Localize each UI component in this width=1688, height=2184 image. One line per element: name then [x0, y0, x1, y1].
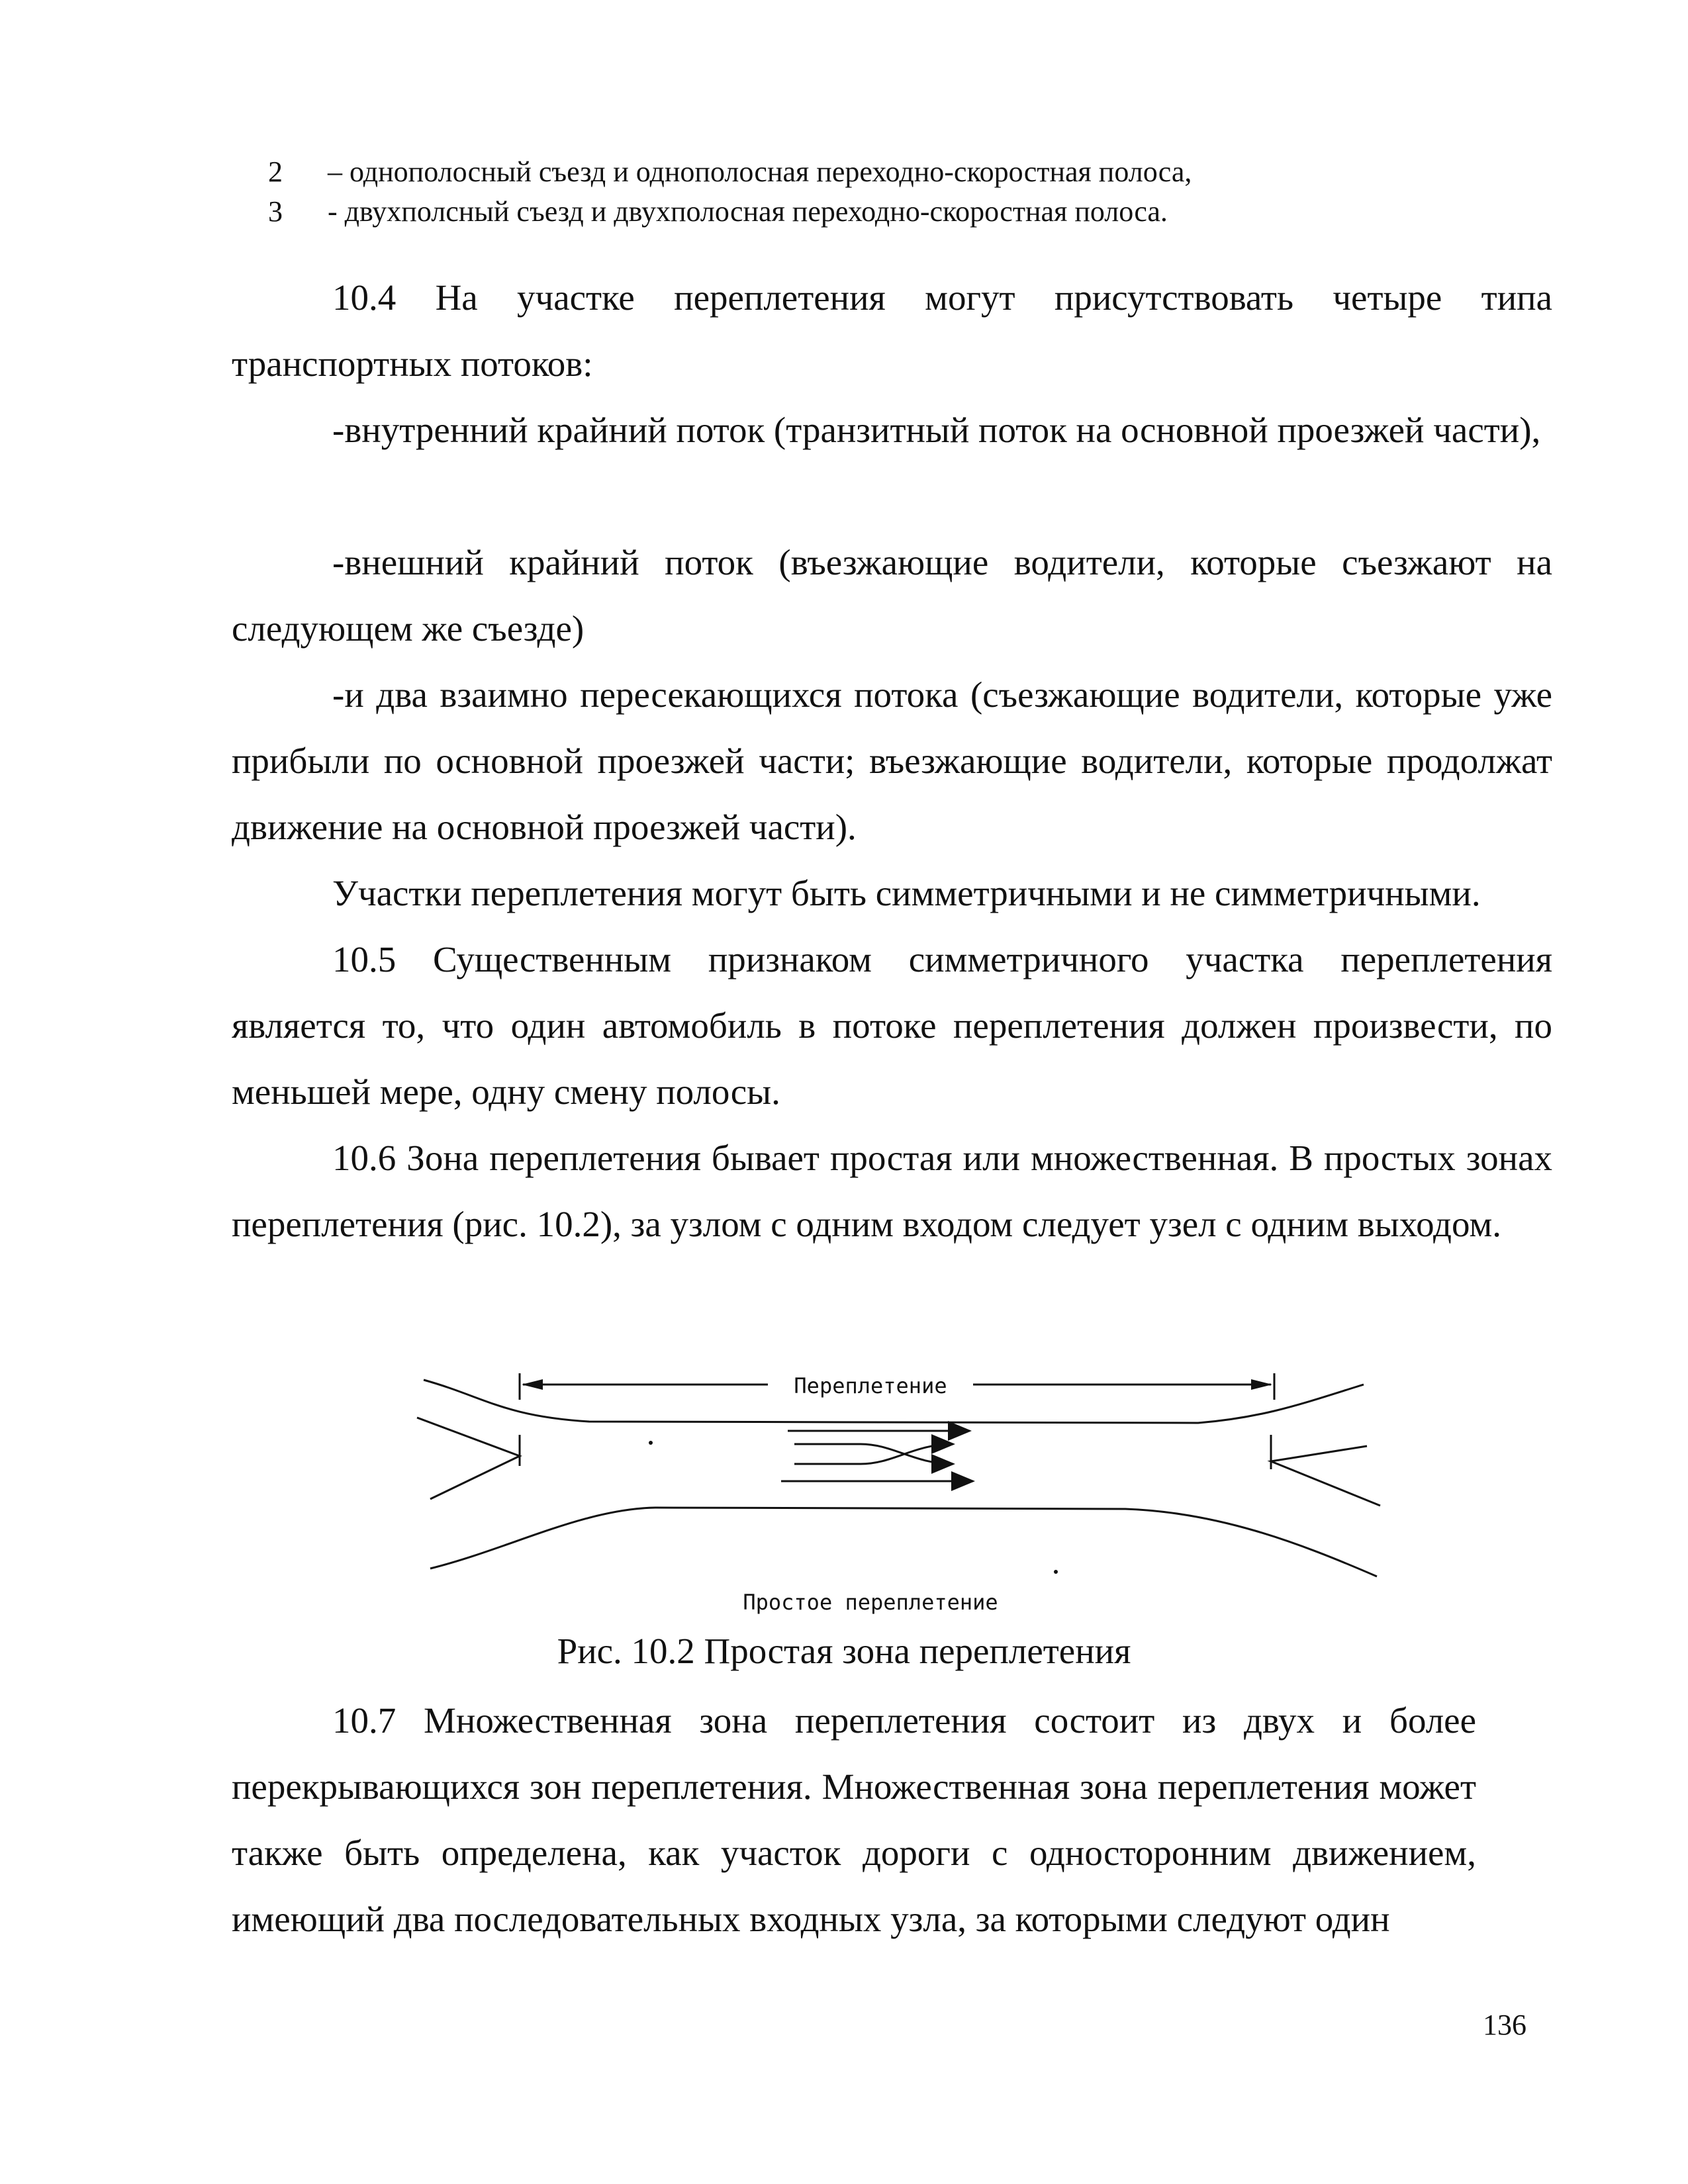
- paragraph-10-5: 10.5 Существенным признаком симметричного участка переплетения является то, что один автомобиль в потоке переплетения должен произвести, по меньшей мере, одну смену полосы.: [232, 939, 1552, 1112]
- paragraph-outer-flow: -внешний крайний поток (въезжающие водители, которые съезжают на следующем же съезде): [232, 542, 1552, 649]
- paragraph-10-6: 10.6 Зона переплетения бывает простая или множественная. В простых зонах переплетения (рис. 10.2), за узлом с одним входом следует узел с одним выходом.: [232, 1138, 1552, 1244]
- weaving-diagram: [410, 1343, 1403, 1621]
- lower-road-edge: [430, 1508, 1377, 1576]
- paragraph-inner-flow: -внутренний крайний поток (транзитный поток на основной проезжей части),: [332, 410, 1541, 450]
- page-number: 136: [1483, 2009, 1526, 2041]
- list-number: 2: [268, 156, 283, 188]
- list-text: – однополосный съезд и однополосная переходно-скоростная полоса,: [328, 156, 1192, 188]
- figure-subtitle: Простое переплетение: [743, 1590, 998, 1615]
- paragraph-symmetry: Участки переплетения могут быть симметричными и не симметричными.: [332, 873, 1481, 913]
- entrance-gore: [417, 1418, 520, 1499]
- dimension-label: Переплетение: [794, 1373, 947, 1398]
- list-text: - двухполсный съезд и двухполосная переходно-скоростная полоса.: [328, 195, 1168, 228]
- paragraph-10-4: 10.4 На участке переплетения могут присутствовать четыре типа транспортных потоков:: [232, 277, 1552, 384]
- figure-caption: Рис. 10.2 Простая зона переплетения: [557, 1631, 1131, 1671]
- list-item: [268, 152, 1192, 192]
- paragraph-crossing-flows: -и два взаимно пересекающихся потока (съезжающие водители, которые уже прибыли по основной проезжей части; въезжающие водители, которые продолжат движение на основной проезжей части).: [232, 674, 1552, 847]
- exit-gore: [1271, 1446, 1380, 1506]
- traffic-flow-arrows: [781, 1431, 973, 1481]
- list-item: [268, 192, 1168, 232]
- paragraph-10-7: 10.7 Множественная зона переплетения состоит из двух и более перекрывающихся зон переплетения. Множественная зона переплетения может также быть определена, как участок дороги с односторонним движением, имеющий два последовательных входных узла, за которыми следуют один: [232, 1700, 1476, 1939]
- list-number: 3: [268, 195, 283, 228]
